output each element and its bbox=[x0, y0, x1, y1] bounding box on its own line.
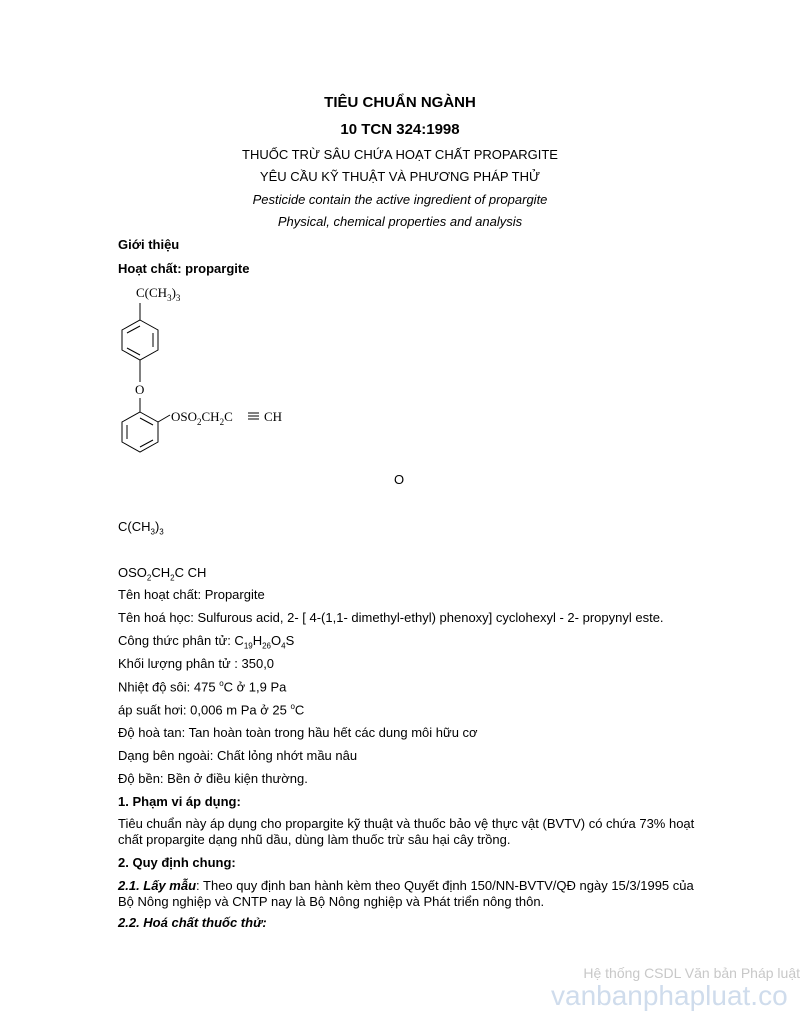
solubility: Độ hoà tan: Tan hoàn toàn trong hầu hết các dung môi hữu cơ bbox=[118, 725, 478, 740]
molecular-formula: Công thức phân tử: $C_{19}H_{26}O_4S$ bbox=[118, 633, 295, 651]
section-2-1-label: 2.1. Lấy mẫu bbox=[118, 878, 197, 893]
stability: Độ bền: Bền ở điều kiện thường. bbox=[118, 771, 308, 786]
ether-oxygen: O bbox=[135, 382, 145, 397]
section-2-heading: 2. Quy định chung: bbox=[118, 855, 236, 870]
section-1-text: Tiêu chuẩn này áp dụng cho propargite kỹ thuật và thuốc bảo vệ thực vật (BVTV) có chứa 73% hoạt chất propargite dạng nhũ dầu, dùng làm thuốc trừ sâu hại cây trồng. bbox=[118, 816, 695, 847]
section-1-heading: 1. Phạm vi áp dụng: bbox=[118, 794, 241, 809]
standard-code: 10 TCN 324:1998 bbox=[340, 121, 460, 138]
structure-side-chain: $OSO_2CH_2C$ bbox=[171, 409, 233, 427]
vapor-pressure: áp suất hơi: 0,006 m Pa ở 25 $^o$C bbox=[118, 702, 305, 718]
structure-top-group: $C(CH_3)_3$ bbox=[136, 285, 181, 303]
stray-oxygen-label: O bbox=[394, 472, 405, 487]
structure-terminal-ch: CH bbox=[264, 409, 283, 424]
watermark-site: vanbanphapluat.co bbox=[551, 980, 788, 1011]
molecular-mass: Khối lượng phân tử : 350,0 bbox=[118, 656, 275, 671]
propargite-structure-diagram bbox=[118, 282, 298, 467]
section-2-1-text: : Theo quy định ban hành kèm theo Quyết định 150/NN-BVTV/QĐ ngày 15/3/1995 của Bộ Nông nghiệp và CNTP nay là Bộ Nông nghiệp và Phát triển nông thôn. bbox=[118, 878, 694, 909]
boiling-point: Nhiệt độ sôi: 475 $^o$C ở 1,9 Pa bbox=[118, 679, 287, 695]
watermark-caption: Hệ thống CSDL Văn bản Pháp luật bbox=[583, 965, 800, 981]
english-title-1: Pesticide contain the active ingredient of propargite bbox=[252, 192, 548, 207]
appearance: Dạng bên ngoài: Chất lỏng nhớt mầu nâu bbox=[118, 748, 358, 763]
active-ingredient-label: Hoạt chất: propargite bbox=[118, 261, 250, 276]
subtitle-product: THUỐC TRỪ SÂU CHỨA HOẠT CHẤT PROPARGITE bbox=[242, 147, 558, 162]
chemical-name: Tên hoá học: Sulfurous acid, 2- [ 4-(1,1- dimethyl-ethyl) phenoxy] cyclohexyl - 2- propynyl este. bbox=[118, 610, 664, 625]
intro-heading: Giới thiệu bbox=[118, 237, 180, 252]
stray-tertbutyl-label: $C(CH_3)_3$ bbox=[118, 519, 164, 537]
common-name: Tên hoạt chất: Propargite bbox=[118, 587, 265, 602]
english-title-2: Physical, chemical properties and analysis bbox=[277, 214, 523, 229]
stray-chain-label: $OSO_2CH_2C$ CH bbox=[118, 565, 207, 583]
document-title: TIÊU CHUẨN NGÀNH bbox=[324, 94, 476, 111]
section-2-2-heading: 2.2. Hoá chất thuốc thử: bbox=[118, 915, 267, 930]
subtitle-requirements: YÊU CẦU KỸ THUẬT VÀ PHƯƠNG PHÁP THỬ bbox=[259, 169, 541, 184]
section-2-1-paragraph bbox=[118, 878, 698, 910]
